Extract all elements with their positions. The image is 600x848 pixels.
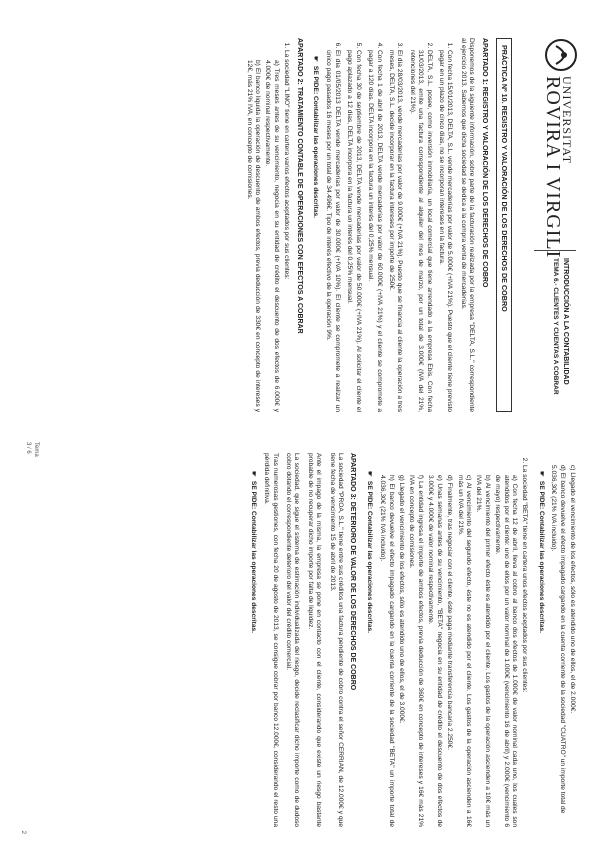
- se-pide-text: SE PIDE: Contabilizar las operaciones descritas.: [365, 480, 373, 633]
- section1-title: APARTADO 1: REGISTRO Y VALORACIÓN DE LOS DERECHOS DE COBRO: [480, 38, 488, 288]
- practica-title: PRÁCTICA Nº 10. REGISTRO Y VALORACIÓN DE LOS DERECHOS DE COBRO: [496, 38, 512, 412]
- item1-se-pide: [536, 471, 544, 827]
- page-number: 2: [20, 830, 26, 834]
- section3-title: APARTADO 3: DETERIORO DE VALOR DE LOS DERECHOS DE COBRO: [349, 453, 357, 691]
- list-item: 1. Con fecha 15/01/2013, DELTA, S.L. vende mercaderías por valor de 5.000€ (+IVA 21%). Puesto que el cliente tiene previsto pagar en un plazo de cinco días, no se incorporan intereses en la factura.: [437, 50, 454, 412]
- section2-list-cont: [378, 453, 529, 827]
- pointer-icon: ☛: [249, 471, 257, 477]
- section1-intro: Disponemos de la siguiente información, sobre parte de la facturación realizada por la empresa "DELTA, S.L." correspondiente al ejercicio 2013. Sabemos que dicha sociedad se dedica a la compra venta de mercaderías.: [459, 38, 476, 412]
- section3-paragraph: La sociedad "PROA, S.L." tiene entre sus créditos una factura pendiente de cobro contra el señor CERRIAN, de 12.000€ y que tiene fecha de vencimiento 15 de abril de 2013.: [328, 453, 345, 827]
- university-name: [542, 76, 574, 259]
- pointer-icon: ☛: [537, 471, 545, 477]
- footer-note: Tema 3 / 6: [24, 442, 39, 457]
- se-pide-text: SE PIDE: Contabilizar las operaciones descritas.: [249, 480, 257, 633]
- list-item: 6. El día 01/05/2013 DELTA vende mercaderías por valor de 30.000€ (+IVA 10%). El cliente se compromete a realizar un único pago pasados 16 meses por un total de 34.496€. Tipo de interés efectivo de la operación 9%.: [324, 50, 341, 412]
- right-column: [0, 445, 600, 835]
- university-line1: UNIVERSITAT: [560, 76, 574, 165]
- sub-item: f) La entidad ingresa el importe de ambos efectos, previa deducción de 360€ en concepto de intereses y 16€ más 21% IVA en concepto de comisiones.: [408, 475, 424, 827]
- sub-item: c) Llegado el vencimiento de los efectos, sólo es atendido uno de ellos, el de 2.000€.: [569, 465, 576, 714]
- list-item: 2. DELTA, S.L. posee, como inversión inmobiliaria, un local comercial que tiene arrendado a la empresa Ebis. Con fecha 31/03/2013, emite una factura correspondiente al alquiler del mes de marzo, por un total de 3.000€ (IVA del 21%, retenciones del 21%).: [407, 50, 432, 412]
- section1-list: [324, 38, 453, 412]
- pointer-icon: ☛: [365, 471, 373, 477]
- sub-item: e) Unas semanas antes de su vencimiento, "BETA" negocia en su entidad de crédito el descuento de dos efectos de 3.000€ y 4.000€ de valor nominal respectivamente.: [427, 475, 443, 827]
- page-header: [518, 38, 578, 412]
- university-line2: ROVIRA I VIRGILI: [542, 76, 564, 259]
- sub-item: d) Finalmente, tras negociar con el cliente, éste paga mediante transferencia bancaria 2.250€.: [446, 475, 454, 750]
- list-item: 4. Con fecha 1 de abril de 2013, DELTA vende mercaderías por valor de 60.000€ (+IVA 21%) y el cliente se compromete a pagar a 120 días. DELTA incorpora en la factura un interés del 0,25% mensual.: [366, 50, 383, 412]
- list-item: 5. Con fecha 30 de septiembre de 2013, DELTA vende mercaderías por valor de 50.000€ (+IVA 21%). Al solicitar el cliente el pago aplazado a 12 días, DELTA incorpora en la factura un interés del 0,25% mensual.: [345, 50, 362, 412]
- section3-se-pide: [248, 471, 256, 827]
- item2-se-pide: [364, 471, 372, 827]
- item2-text: La sociedad "BETA" tiene en cartera unos efectos aceptados por sus clientes:: [521, 465, 529, 693]
- sub-item: b) Al vencimiento del primer efecto éste es atendido por el cliente. Los gastos de la operación ascienden a 10€ más un IVA del 21%.: [475, 475, 491, 827]
- section2-list: [244, 38, 290, 412]
- sub-item: a) Con fecha 12 de abril, lleva al cobro al banco dos efectos de 1.000€ de valor nominal cada uno, los cuales son atendidos por el cliente: uno de ellos por un valor nominal de 1.000€ (vencimiento 16 de abril) y 2.000€ (vencimiento 6 de mayo) respectivamente.: [494, 475, 518, 827]
- se-pide-text: SE PIDE: Contabilizar las operaciones descritas.: [537, 480, 545, 633]
- sub-item: h) El banco devuelve el efecto impagado cargando en la cuenta corriente de la sociedad "BETA" un importe total de 4.036,30€ (21% IVA incluido).: [379, 475, 395, 827]
- list-item: 3. El día 28/03/2013, vende mercaderías por valor de 9.000€ (+IVA 21%). Puesto que se financia al cliente la operación a tres meses, DELTA, S.L. decide incorporar en la factura intereses por importe de 250€.: [387, 50, 404, 412]
- sub-item: d) El banco devuelve el efecto impagado cargando en la cuenta corriente de la sociedad "CUATRO" un importe total de 5.036,30€ (21% IVA incluido).: [550, 465, 566, 814]
- item1-sublist-cont: [549, 465, 576, 827]
- section3-paragraph: Tras numerosas gestiones, con fecha 20 de agosto de 2013, se consigue cobrar por banco 12.000€, considerando el resto una pérdida definitiva.: [263, 453, 279, 827]
- se-pide-text: SE PIDE: Contabilizar las operaciones descritas.: [312, 65, 320, 218]
- pointer-icon: ☛: [312, 56, 320, 62]
- sub-item: g) Llegado el vencimiento de los efectos, sólo es atendido uno de ellos, el de 3.000€.: [398, 475, 406, 724]
- sub-item: b) El banco liquida la operación de descuento de ambos efectos, previa deducción de 330€ en concepto de intereses y 12€, más 21% IVA, en concepto de comisiones.: [245, 60, 262, 412]
- section1-se-pide: [311, 56, 319, 412]
- item2-sublist: [378, 475, 518, 827]
- course-title: INTRODUCCIÓN A LA CONTABILIDAD: [562, 258, 569, 385]
- section3-paragraph: Ante el impago de la misma, la empresa se pone en contacto con el cliente, considerando que existe un riesgo bastante probable de no recuperar dicho importe por falta de liquidez.: [306, 453, 323, 827]
- topic-title: TEMA 6.- CLIENTES Y CUENTAS A COBRAR: [552, 258, 559, 395]
- header-divider: [534, 250, 576, 251]
- item1-sublist: [244, 60, 280, 412]
- item1-text: La sociedad "LINO" tiene en cartera varios efectos aceptados por sus clientes:: [283, 50, 291, 280]
- list-item: [244, 50, 290, 412]
- left-column: [0, 30, 600, 457]
- section2-title: APARTADO 2: TRATAMIENTO CONTABLE DE OPERACIONES CON EFECTOS A COBRAR: [295, 38, 303, 334]
- sub-item: a) Tres meses antes de su vencimiento, negocia en su entidad de crédito el descuento de dos efectos de 6.000€ y 4.000€ de nominal respectivamente.: [264, 60, 280, 412]
- list-item: [378, 465, 529, 827]
- university-logo-icon: [544, 38, 578, 72]
- course-block: [550, 258, 570, 395]
- sub-item: c) Al vencimiento del segundo efecto, éste no es atendido por el cliente. Los gastos de la operación ascienden a 16€ más un IVA del 21%.: [456, 475, 472, 827]
- section3-paragraph: La sociedad, que sigue el sistema de estimación individualizada del riesgo, decide reclasificar dicho importe como de dudoso cobro dotando el correspondiente deterioro del valor del crédito comercial.: [285, 453, 301, 827]
